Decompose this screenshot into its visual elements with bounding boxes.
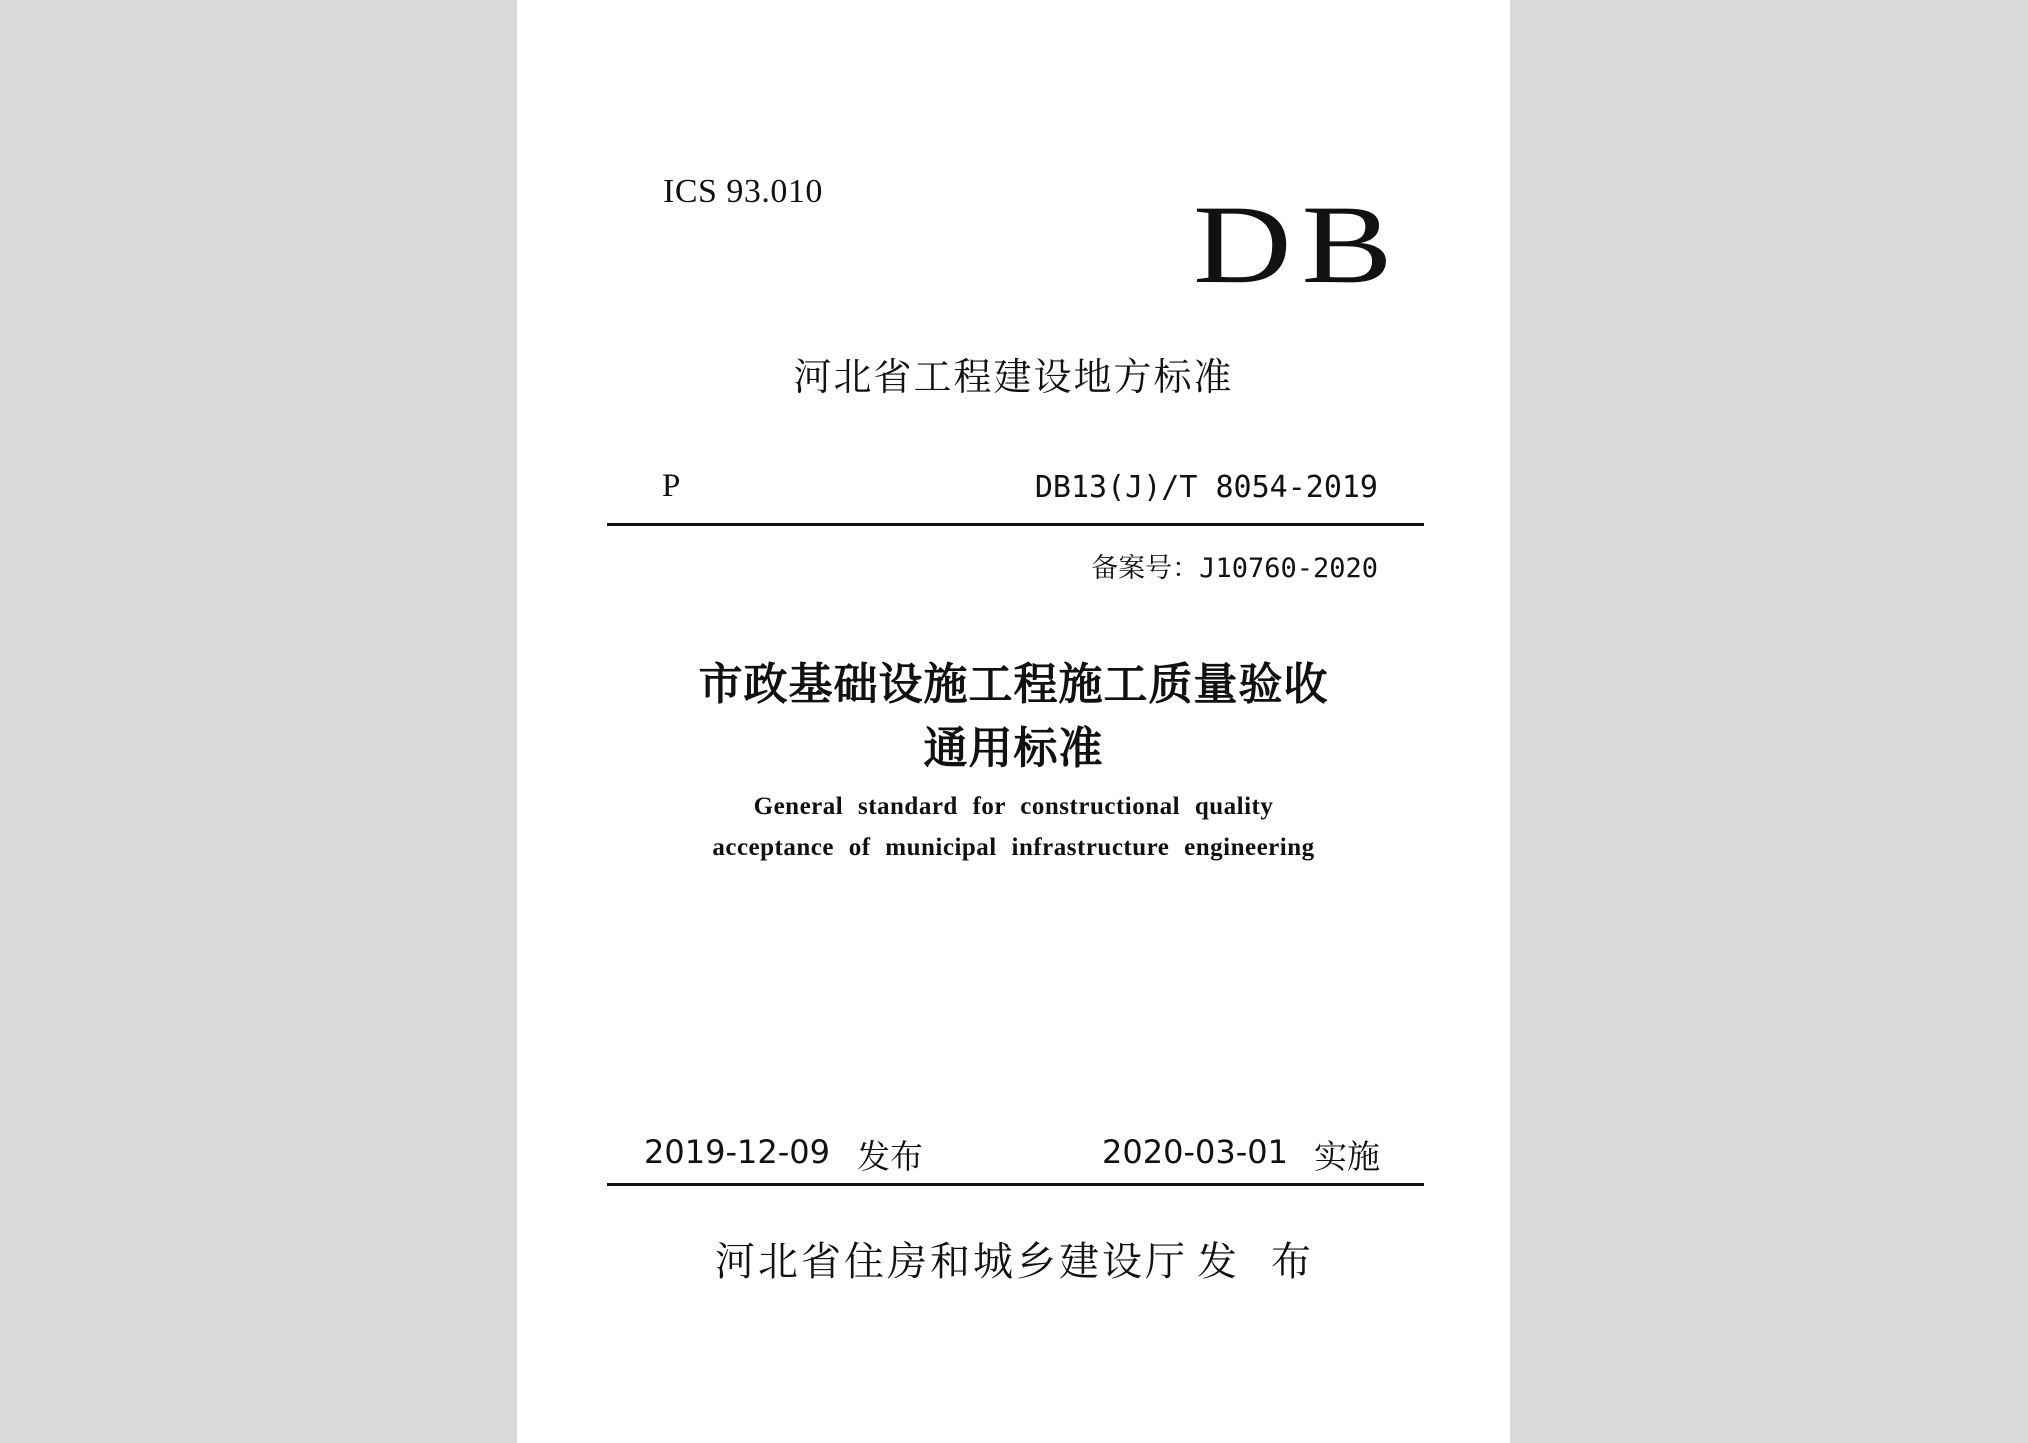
issuer-action: 发布	[1197, 1239, 1345, 1285]
bottom-divider	[607, 1183, 1424, 1186]
implement-label: 实施	[1314, 1137, 1380, 1176]
issue-date: 2019-12-09	[644, 1133, 830, 1171]
top-divider	[607, 523, 1424, 526]
title-en-line-2: acceptance of municipal infrastructure engineering	[712, 834, 1315, 861]
ics-code: ICS 93.010	[663, 173, 823, 210]
standard-code: DB13(J)/T 8054-2019	[1034, 470, 1378, 505]
issue-label: 发布	[857, 1137, 923, 1176]
title-en-line-1: General standard for constructional quality	[753, 793, 1274, 820]
db-logo: DB	[1193, 183, 1403, 307]
record-number: 备案号：J10760-2020	[1091, 553, 1378, 584]
implement-date: 2020-03-01	[1102, 1133, 1288, 1171]
title-cn-line-1: 市政基础设施工程施工质量验收	[698, 659, 1329, 710]
title-cn-line-2: 通用标准	[923, 723, 1104, 774]
issuer-name: 河北省住房和城乡建设厅	[715, 1239, 1188, 1285]
document-page	[517, 0, 1510, 1443]
standard-series: 河北省工程建设地方标准	[793, 355, 1234, 399]
category-code: P	[662, 468, 681, 504]
